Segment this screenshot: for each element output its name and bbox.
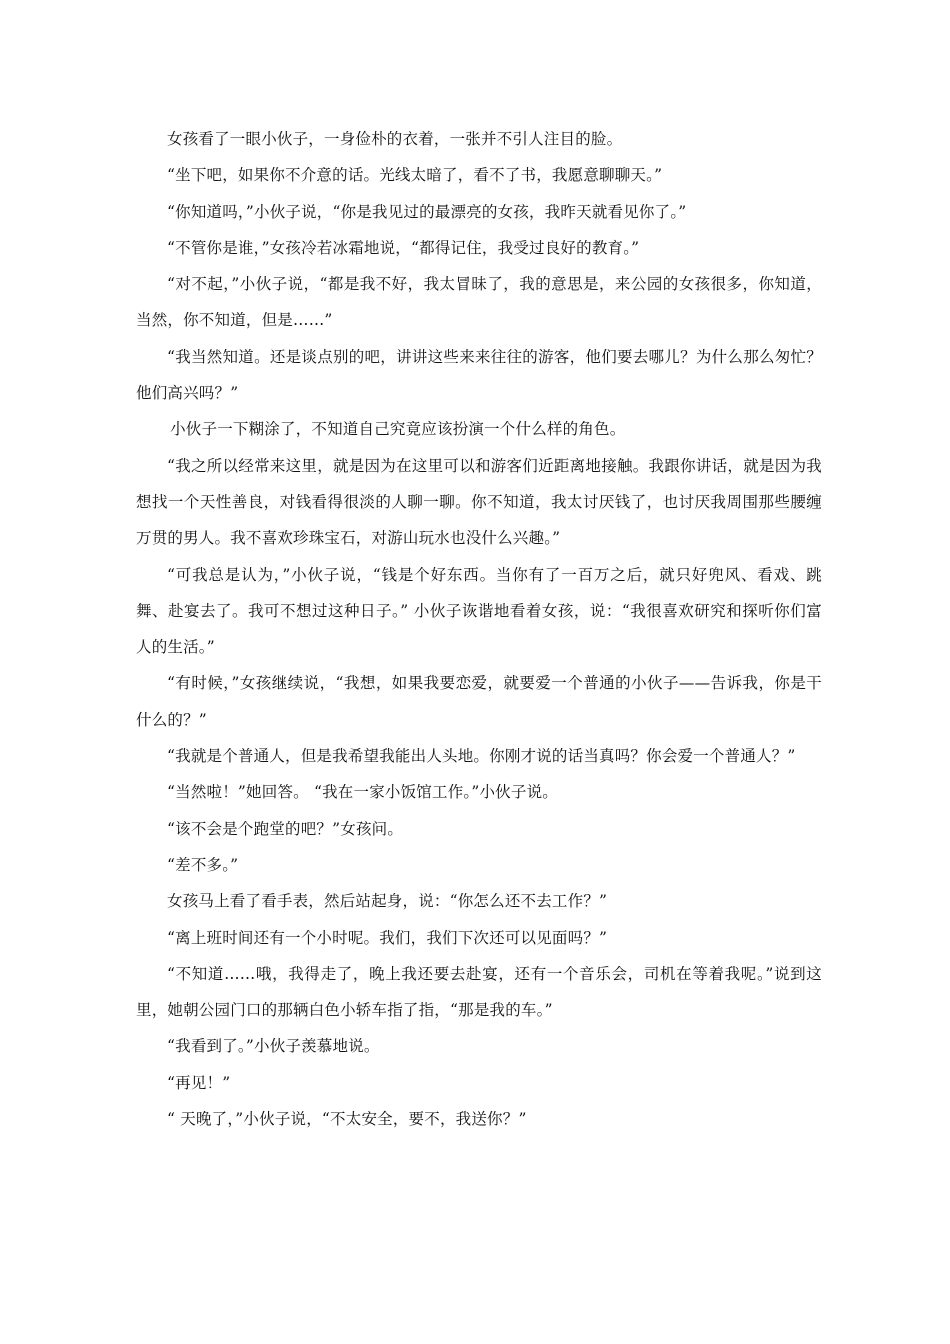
paragraph-20: “ 天晚了，”小伙子说，“不太安全，要不，我送你？” (167, 1110, 527, 1129)
story-text (136, 121, 822, 1137)
paragraph-3: “你知道吗，”小伙子说，“你是我见过的最漂亮的女孩，我昨天就看见你了。” (167, 202, 687, 221)
paragraph-18: “我看到了。”小伙子羡慕地说。 (167, 1037, 380, 1056)
paragraph-2: “坐下吧，如果你不介意的话。光线太暗了，看不了书，我愿意聊聊天。” (167, 166, 663, 185)
paragraph-9: “可我总是认为，”小伙子说，“钱是个好东西。当你有了一百万之后，就只好兜风、看戏、跳舞、赴宴去了。我可不想过这种日子。” 小伙子诙谐地看着女孩，说：“我很喜欢研究和探听你们富人的生活。” (136, 565, 822, 657)
paragraph-4: “不管你是谁，”女孩冷若冰霜地说，“都得记住，我受过良好的教育。” (167, 238, 640, 257)
paragraph-10: “有时候，”女孩继续说，“我想，如果我要恋爱，就要爱一个普通的小伙子——告诉我，你是干什么的？” (136, 674, 822, 729)
paragraph-7: 小伙子一下糊涂了，不知道自己究竟应该扮演一个什么样的角色。 (170, 420, 626, 439)
paragraph-14: “差不多。” (167, 855, 239, 874)
paragraph-5: “对不起，”小伙子说，“都是我不好，我太冒昧了，我的意思是，来公园的女孩很多，你知道，当然，你不知道，但是……” (136, 275, 822, 330)
paragraph-12: “当然啦！”她回答。 “我在一家小饭馆工作。”小伙子说。 (167, 783, 558, 802)
paragraph-19: “再见！” (167, 1073, 231, 1092)
paragraph-11: “我就是个普通人，但是我希望我能出人头地。你刚才说的话当真吗？你会爱一个普通人？” (167, 747, 796, 766)
paragraph-17: “不知道……哦，我得走了，晚上我还要去赴宴，还有一个音乐会，司机在等着我呢。”说到这里，她朝公园门口的那辆白色小轿车指了指，“那是我的车。” (136, 964, 822, 1020)
paragraph-1: 女孩看了一眼小伙子，一身俭朴的衣着，一张并不引人注目的脸。 (167, 130, 623, 148)
paragraph-6: “我当然知道。还是谈点别的吧，讲讲这些来来往往的游客，他们要去哪儿？为什么那么匆忙？他们高兴吗？” (136, 347, 822, 403)
paragraph-15: 女孩马上看了看手表，然后站起身，说：“你怎么还不去工作？” (167, 892, 608, 911)
paragraph-16: “离上班时间还有一个小时呢。我们，我们下次还可以见面吗？” (167, 928, 608, 947)
paragraph-13: “该不会是个跑堂的吧？”女孩问。 (167, 819, 404, 838)
paragraph-8: “我之所以经常来这里，就是因为在这里可以和游客们近距离地接触。我跟你讲话，就是因为我想找一个天性善良，对钱看得很淡的人聊一聊。你不知道，我太讨厌钱了，也讨厌我周围那些腰缠万贯的男人。我不喜欢珍珠宝石，对游山玩水也没什么兴趣。” (136, 456, 822, 548)
